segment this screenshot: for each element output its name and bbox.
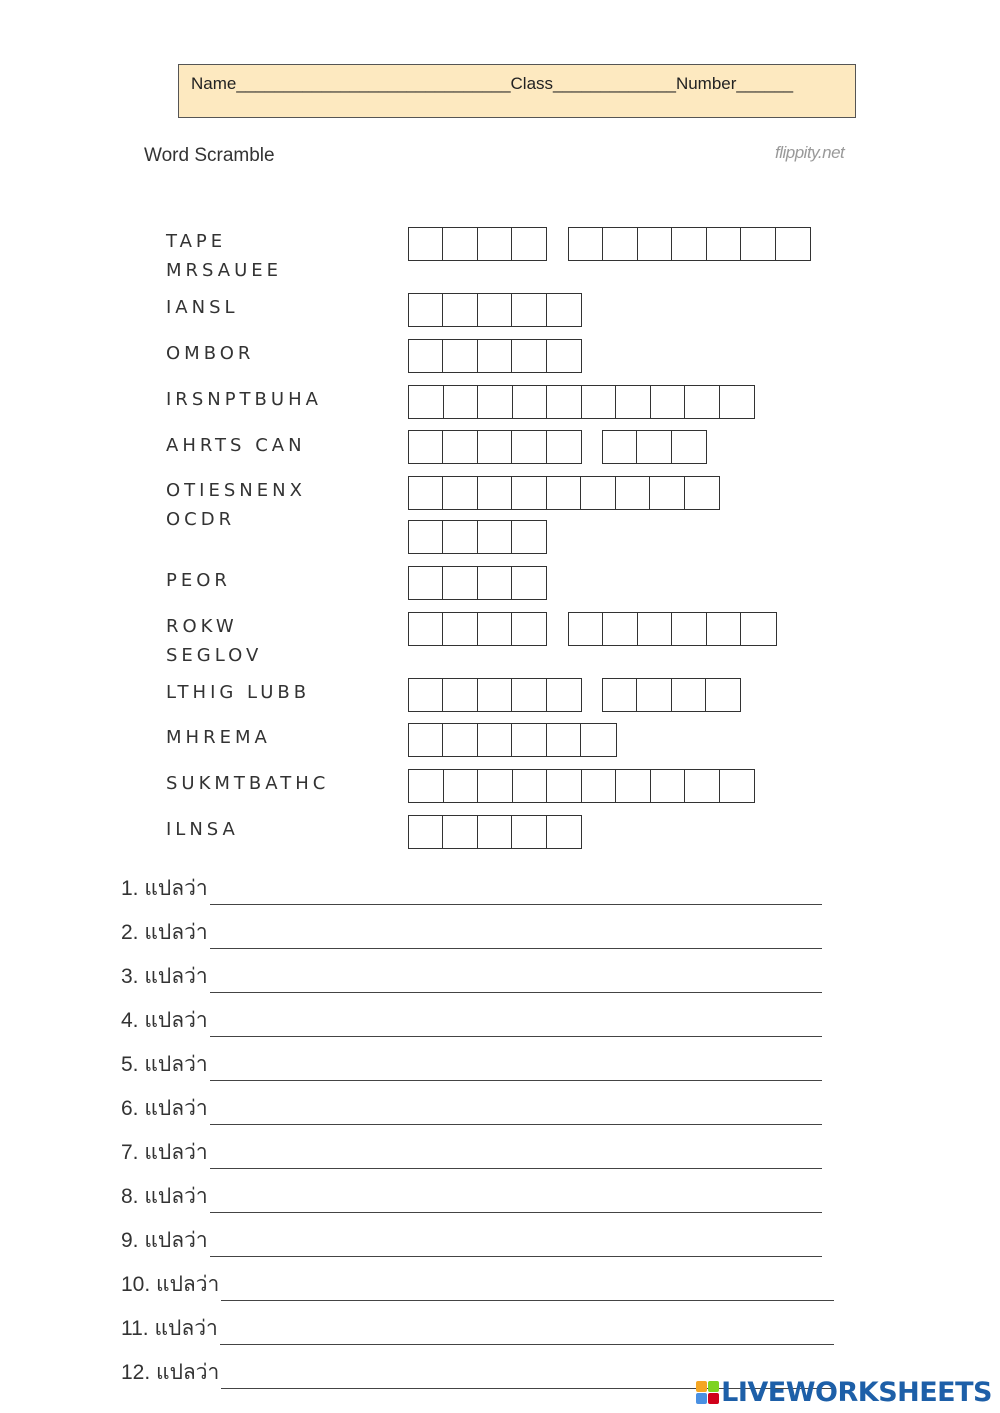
letter-box[interactable] [547, 340, 581, 372]
letter-box[interactable] [512, 340, 546, 372]
answer-box-group[interactable] [408, 385, 755, 419]
letter-box[interactable] [638, 613, 672, 645]
letter-box[interactable] [443, 724, 477, 756]
letter-box[interactable] [409, 386, 444, 418]
letter-box[interactable] [478, 724, 512, 756]
letter-box[interactable] [444, 770, 479, 802]
letter-box[interactable] [616, 386, 651, 418]
translation-input[interactable] [210, 1146, 822, 1169]
translation-input[interactable] [210, 1014, 822, 1037]
letter-box[interactable] [547, 770, 582, 802]
answer-box-group[interactable] [408, 227, 547, 261]
letter-box[interactable] [685, 386, 720, 418]
liveworksheets-text: LIVEWORKSHEETS [721, 1377, 992, 1408]
letter-box[interactable] [443, 679, 477, 711]
letter-box[interactable] [685, 770, 720, 802]
answer-box-group[interactable] [408, 566, 547, 600]
letter-box[interactable] [409, 613, 443, 645]
letter-box[interactable] [512, 613, 546, 645]
letter-box[interactable] [547, 724, 581, 756]
scrambled-word: OTIESNENX [166, 480, 306, 501]
letter-box[interactable] [443, 431, 477, 463]
translation-label: 11. แปลว่า [121, 1317, 218, 1340]
letter-box[interactable] [409, 477, 443, 509]
translation-line [121, 960, 822, 993]
answer-box-group[interactable] [408, 476, 720, 510]
translation-input[interactable] [210, 1190, 822, 1213]
letter-box[interactable] [478, 521, 512, 553]
letter-box[interactable] [478, 770, 513, 802]
translation-label: 12. แปลว่า [121, 1361, 220, 1384]
answer-box-group[interactable] [408, 678, 582, 712]
letter-box[interactable] [513, 386, 548, 418]
answer-box-group[interactable] [602, 678, 741, 712]
translation-label: 7. แปลว่า [121, 1141, 208, 1164]
scrambled-word: IANSL [166, 297, 239, 318]
translation-label: 4. แปลว่า [121, 1009, 208, 1032]
letter-box[interactable] [409, 567, 443, 599]
logo-square [708, 1381, 719, 1392]
flippity-logo: flippity.net [775, 143, 845, 162]
translation-label: 2. แปลว่า [121, 921, 208, 944]
translation-label: 1. แปลว่า [121, 877, 208, 900]
answer-box-group[interactable] [568, 227, 811, 261]
letter-box[interactable] [478, 613, 512, 645]
answer-box-group[interactable] [408, 815, 582, 849]
translation-line [121, 1224, 822, 1257]
letter-box[interactable] [478, 340, 512, 372]
letter-box[interactable] [741, 228, 775, 260]
letter-box[interactable] [409, 294, 443, 326]
letter-box[interactable] [512, 816, 546, 848]
letter-box[interactable] [582, 770, 617, 802]
letter-box[interactable] [547, 386, 582, 418]
translation-label: 9. แปลว่า [121, 1229, 208, 1252]
letter-box[interactable] [720, 770, 754, 802]
liveworksheets-icon [696, 1381, 719, 1404]
letter-box[interactable] [443, 477, 477, 509]
translation-line [121, 1268, 834, 1301]
letter-box[interactable] [651, 770, 686, 802]
answer-box-group[interactable] [602, 430, 707, 464]
letter-box[interactable] [512, 567, 546, 599]
translation-label: 6. แปลว่า [121, 1097, 208, 1120]
translation-label: 3. แปลว่า [121, 965, 208, 988]
translation-label: 8. แปลว่า [121, 1185, 208, 1208]
answer-box-group[interactable] [568, 612, 777, 646]
letter-box[interactable] [443, 613, 477, 645]
scrambled-word: ILNSA [166, 819, 239, 840]
letter-box[interactable] [603, 613, 637, 645]
translation-input[interactable] [210, 926, 822, 949]
translation-label: 10. แปลว่า [121, 1273, 220, 1296]
scrambled-word: SEGLOV [166, 645, 263, 666]
scrambled-word: MHREMA [166, 727, 271, 748]
letter-box[interactable] [706, 679, 740, 711]
letter-box[interactable] [409, 679, 443, 711]
letter-box[interactable] [547, 294, 581, 326]
liveworksheets-logo [696, 1377, 992, 1408]
scrambled-word: ROKW [166, 616, 238, 637]
letter-box[interactable] [638, 228, 672, 260]
translation-line [121, 1048, 822, 1081]
translation-input[interactable] [210, 1234, 822, 1257]
letter-box[interactable] [512, 294, 546, 326]
student-info-box [178, 64, 856, 118]
scrambled-word: TAPE [166, 231, 227, 252]
letter-box[interactable] [672, 613, 706, 645]
letter-box[interactable] [409, 228, 443, 260]
letter-box[interactable] [672, 679, 706, 711]
letter-box[interactable] [478, 431, 512, 463]
answer-box-group[interactable] [408, 723, 617, 757]
translation-input[interactable] [210, 882, 822, 905]
translation-line [121, 1180, 822, 1213]
letter-box[interactable] [707, 613, 741, 645]
translation-line [121, 1004, 822, 1037]
translation-input[interactable] [210, 1058, 822, 1081]
letter-box[interactable] [409, 770, 444, 802]
letter-box[interactable] [547, 679, 581, 711]
letter-box[interactable] [581, 477, 615, 509]
letter-box[interactable] [409, 521, 443, 553]
answer-box-group[interactable] [408, 520, 547, 554]
translation-input[interactable] [220, 1322, 834, 1345]
letter-box[interactable] [776, 228, 810, 260]
letter-box[interactable] [409, 340, 443, 372]
scrambled-word: MRSAUEE [166, 260, 283, 281]
letter-box[interactable] [512, 477, 546, 509]
translation-line [121, 1092, 822, 1125]
letter-box[interactable] [582, 386, 617, 418]
letter-box[interactable] [478, 816, 512, 848]
translation-input[interactable] [221, 1278, 834, 1301]
letter-box[interactable] [478, 294, 512, 326]
letter-box[interactable] [443, 521, 477, 553]
letter-box[interactable] [581, 724, 615, 756]
letter-box[interactable] [603, 228, 637, 260]
page-title: Word Scramble [144, 145, 275, 166]
letter-box[interactable] [512, 431, 546, 463]
translation-line [121, 1136, 822, 1169]
answer-box-group[interactable] [408, 339, 582, 373]
letter-box[interactable] [409, 431, 443, 463]
letter-box[interactable] [512, 724, 546, 756]
letter-box[interactable] [478, 477, 512, 509]
letter-box[interactable] [741, 613, 775, 645]
scrambled-word: AHRTS CAN [166, 435, 306, 456]
translation-label: 5. แปลว่า [121, 1053, 208, 1076]
letter-box[interactable] [685, 477, 719, 509]
letter-box[interactable] [547, 816, 581, 848]
answer-box-group[interactable] [408, 430, 582, 464]
logo-square [696, 1381, 707, 1392]
logo-square [708, 1393, 719, 1404]
letter-box[interactable] [409, 816, 443, 848]
letter-box[interactable] [603, 431, 637, 463]
answer-box-group[interactable] [408, 293, 582, 327]
letter-box[interactable] [443, 567, 477, 599]
letter-box[interactable] [672, 431, 706, 463]
letter-box[interactable] [478, 228, 512, 260]
letter-box[interactable] [637, 431, 671, 463]
letter-box[interactable] [650, 477, 684, 509]
translation-input[interactable] [210, 1102, 822, 1125]
answer-box-group[interactable] [408, 612, 547, 646]
scrambled-word: OMBOR [166, 343, 255, 364]
letter-box[interactable] [409, 724, 443, 756]
translation-line [121, 872, 822, 905]
scrambled-word: SUKMTBATHC [166, 773, 330, 794]
letter-box[interactable] [478, 386, 513, 418]
letter-box[interactable] [616, 477, 650, 509]
scrambled-word: LTHIG LUBB [166, 682, 311, 703]
letter-box[interactable] [547, 477, 581, 509]
translation-line [121, 1312, 834, 1345]
translation-input[interactable] [210, 970, 822, 993]
answer-box-group[interactable] [408, 769, 755, 803]
letter-box[interactable] [569, 613, 603, 645]
letter-box[interactable] [478, 679, 512, 711]
translation-line [121, 916, 822, 949]
letter-box[interactable] [512, 228, 546, 260]
student-info-line: Name_____________________________Class_____________Number______ [191, 74, 794, 93]
logo-square [696, 1393, 707, 1404]
letter-box[interactable] [603, 679, 637, 711]
letter-box[interactable] [547, 431, 581, 463]
letter-box[interactable] [637, 679, 671, 711]
letter-box[interactable] [707, 228, 741, 260]
letter-box[interactable] [512, 679, 546, 711]
letter-box[interactable] [443, 228, 477, 260]
letter-box[interactable] [444, 386, 479, 418]
letter-box[interactable] [443, 340, 477, 372]
letter-box[interactable] [512, 521, 546, 553]
letter-box[interactable] [720, 386, 754, 418]
letter-box[interactable] [616, 770, 651, 802]
letter-box[interactable] [569, 228, 603, 260]
scrambled-word: PEOR [166, 570, 231, 591]
letter-box[interactable] [443, 816, 477, 848]
letter-box[interactable] [513, 770, 548, 802]
letter-box[interactable] [478, 567, 512, 599]
letter-box[interactable] [443, 294, 477, 326]
letter-box[interactable] [651, 386, 686, 418]
scrambled-word: OCDR [166, 509, 236, 530]
letter-box[interactable] [672, 228, 706, 260]
scrambled-word: IRSNPTBUHA [166, 389, 322, 410]
